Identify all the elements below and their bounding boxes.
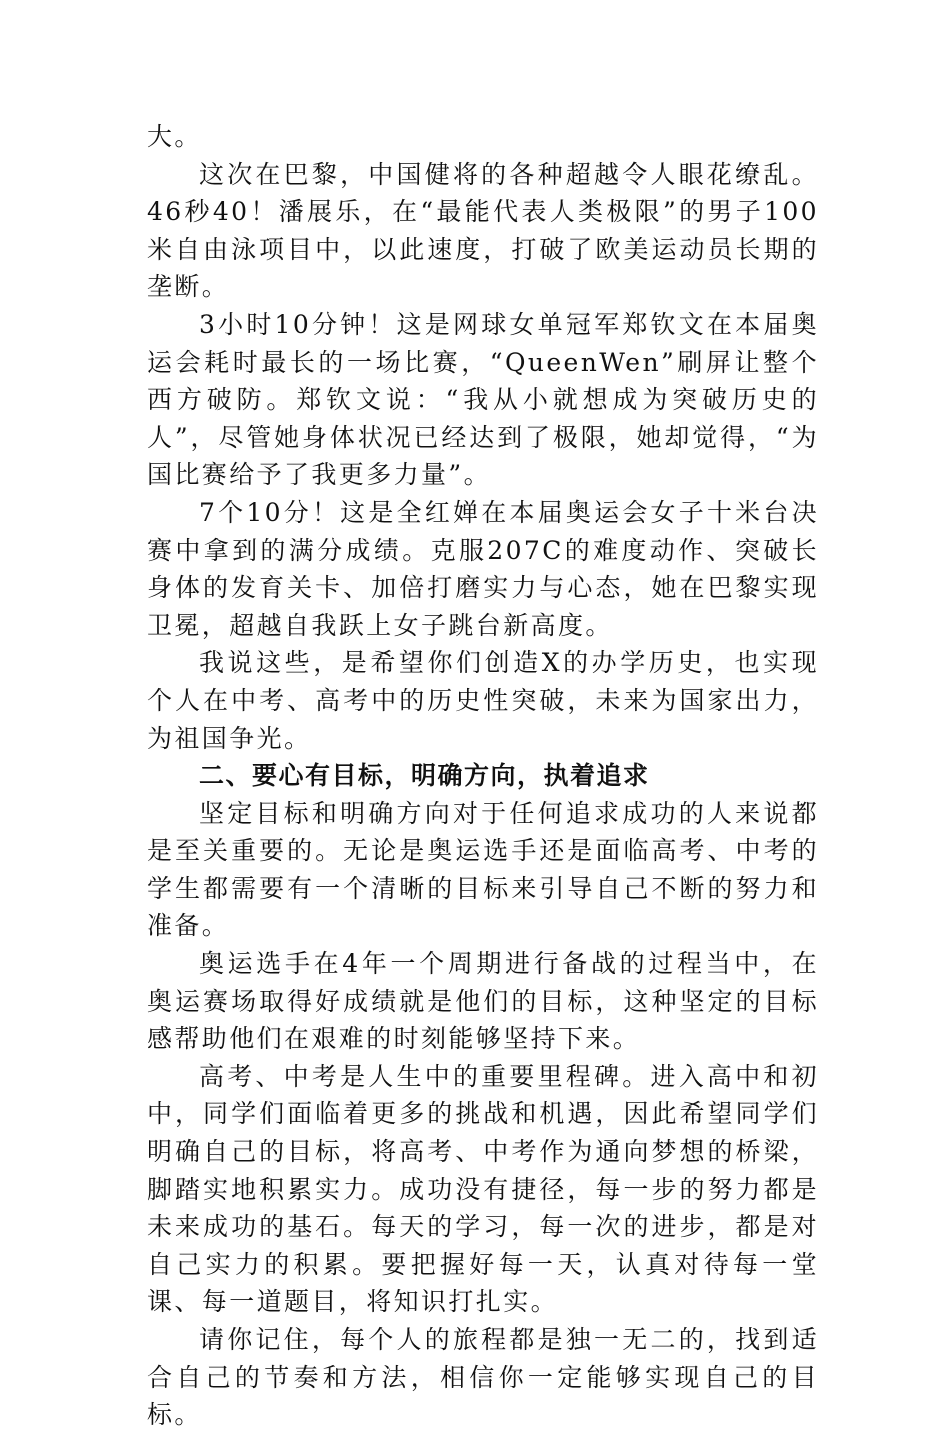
- paragraph-pan-zhanle: 这次在巴黎，中国健将的各种超越令人眼花缭乱。46秒40！潘展乐，在“最能代表人类极限”的男子100米自由泳项目中，以此速度，打破了欧美运动员长期的垄断。: [147, 159, 819, 302]
- paragraph-zheng-qinwen: 3小时10分钟！这是网球女单冠军郑钦文在本届奥运会耗时最长的一场比赛，“QueenWen”刷屏让整个西方破防。郑钦文说：“我从小就想成为突破历史的人”，尽管她身体状况已经达到了极限，她却觉得，“为国比赛给予了我更多力量”。: [147, 309, 819, 490]
- paragraph-olympic-cycle: 奥运选手在4年一个周期进行备战的过程当中，在奥运赛场取得好成绩就是他们的目标，这种坚定的目标感帮助他们在艰难的时刻能够坚持下来。: [147, 949, 819, 1054]
- section-heading: 二、要心有目标，明确方向，执着追求: [199, 761, 650, 791]
- paragraph-goal-importance: 坚定目标和明确方向对于任何追求成功的人来说都是至关重要的。无论是奥运选手还是面临高考、中考的学生都需要有一个清晰的目标来引导自己不断的努力和准备。: [147, 798, 819, 941]
- paragraph-create-history: 我说这些，是希望你们创造X的办学历史，也实现个人在中考、高考中的历史性突破，未来为国家出力，为祖国争光。: [147, 648, 819, 753]
- paragraph-quan-hongchan: 7个10分！这是全红婵在本届奥运会女子十米台决赛中拿到的满分成绩。克服207C的难度动作、突破长身体的发育关卡、加倍打磨实力与心态，她在巴黎实现卫冕，超越自我跃上女子跳台新高度。: [147, 497, 819, 640]
- paragraph-remember: 请你记住，每个人的旅程都是独一无二的，找到适合自己的节奏和方法，相信你一定能够实现自己的目标。: [147, 1325, 819, 1430]
- document-body: [147, 118, 819, 1434]
- paragraph-continuation: 大。: [147, 122, 202, 151]
- paragraph-exam-milestone: 高考、中考是人生中的重要里程碑。进入高中和初中，同学们面临着更多的挑战和机遇，因此希望同学们明确自己的目标，将高考、中考作为通向梦想的桥梁，脚踏实地积累实力。成功没有捷径，每一步的努力都是未来成功的基石。每天的学习，每一次的进步，都是对自己实力的积累。要把握好每一天，认真对待每一堂课、每一道题目，将知识打扎实。: [147, 1061, 819, 1317]
